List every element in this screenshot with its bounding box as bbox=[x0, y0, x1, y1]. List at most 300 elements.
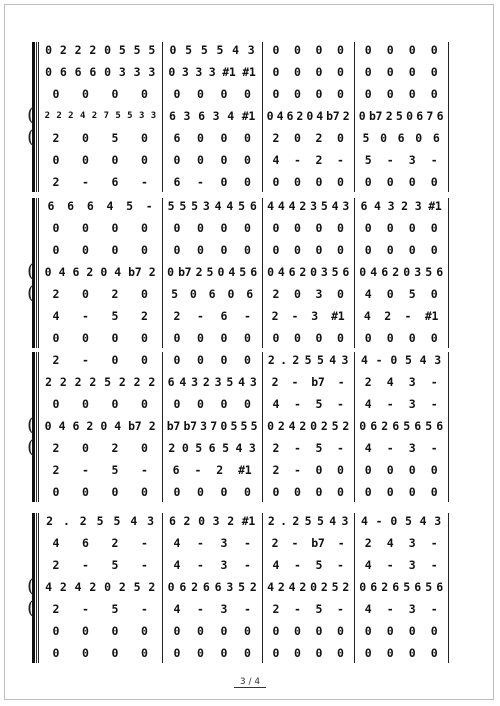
measure bbox=[265, 152, 351, 168]
note: 6 bbox=[286, 109, 294, 123]
note: 3 bbox=[408, 536, 416, 550]
note: 2 bbox=[320, 419, 328, 433]
note: 4 bbox=[329, 353, 336, 367]
note: b7 bbox=[326, 109, 340, 123]
measure bbox=[41, 535, 159, 551]
measure bbox=[41, 242, 159, 258]
note: 0 bbox=[293, 243, 301, 257]
note: 0 bbox=[430, 646, 438, 660]
note: 3 bbox=[247, 43, 255, 57]
note: 0 bbox=[111, 243, 119, 257]
note: 2 bbox=[299, 199, 306, 213]
note: b7 bbox=[311, 375, 325, 389]
measure bbox=[165, 418, 259, 434]
note: 5 bbox=[171, 287, 178, 301]
note: - bbox=[430, 558, 438, 572]
measure bbox=[165, 64, 259, 80]
note: - bbox=[293, 558, 301, 572]
note: 0 bbox=[386, 87, 394, 101]
note: 2 bbox=[272, 441, 280, 455]
barline bbox=[448, 198, 449, 348]
note: 2 bbox=[292, 353, 300, 367]
note: 0 bbox=[173, 353, 181, 367]
note: 6 bbox=[173, 175, 181, 189]
note: 0 bbox=[111, 646, 119, 660]
measure bbox=[41, 396, 159, 412]
note: 0 bbox=[52, 397, 60, 411]
note: - bbox=[336, 441, 344, 455]
staff-row bbox=[38, 130, 448, 146]
note: 0 bbox=[272, 243, 280, 257]
note: 2 bbox=[216, 463, 223, 477]
measure bbox=[165, 286, 259, 302]
measure bbox=[41, 130, 159, 146]
piano-brace: ( bbox=[27, 126, 35, 148]
measure bbox=[265, 198, 351, 214]
note: 2 bbox=[364, 375, 372, 389]
note: 0 bbox=[430, 65, 438, 79]
note: 0 bbox=[315, 221, 323, 235]
note: 0 bbox=[196, 353, 204, 367]
note: 5 bbox=[113, 514, 121, 528]
note: 0 bbox=[272, 331, 280, 345]
measure bbox=[357, 64, 445, 80]
note: 5 bbox=[111, 131, 119, 145]
note: 0 bbox=[243, 646, 251, 660]
measure bbox=[165, 152, 259, 168]
note: 6 bbox=[59, 65, 67, 79]
note: 0 bbox=[408, 65, 416, 79]
note: 6 bbox=[74, 65, 82, 79]
staff-row bbox=[38, 557, 448, 573]
note: 4 bbox=[277, 265, 285, 279]
note: 0 bbox=[198, 514, 205, 528]
note: - bbox=[336, 153, 344, 167]
note: . bbox=[280, 514, 287, 528]
note: 5 bbox=[320, 199, 328, 213]
note: 3 bbox=[408, 397, 416, 411]
note: 0 bbox=[111, 397, 119, 411]
note: 6 bbox=[436, 419, 443, 433]
note: 2 bbox=[79, 514, 87, 528]
note: 3 bbox=[414, 199, 422, 213]
note: 3 bbox=[434, 353, 441, 367]
measure bbox=[165, 645, 259, 661]
note: 5 bbox=[331, 419, 339, 433]
measure bbox=[357, 198, 445, 214]
note: - bbox=[404, 309, 412, 323]
note: - bbox=[291, 309, 299, 323]
note: 2 bbox=[44, 111, 50, 121]
staff-row bbox=[38, 220, 448, 236]
measure bbox=[357, 330, 445, 346]
measure bbox=[265, 396, 351, 412]
note: 0 bbox=[196, 131, 204, 145]
note: 3 bbox=[150, 111, 156, 121]
note: 5 bbox=[304, 353, 312, 367]
note: - bbox=[291, 536, 299, 550]
note: 0 bbox=[100, 265, 107, 279]
note: 0 bbox=[364, 624, 372, 638]
note: 2 bbox=[59, 580, 67, 594]
note: 2 bbox=[249, 580, 257, 594]
note: 0 bbox=[52, 331, 60, 345]
note: 0 bbox=[310, 580, 317, 594]
note: 0 bbox=[293, 287, 301, 301]
note: 4 bbox=[228, 265, 235, 279]
measure bbox=[165, 198, 259, 214]
note: 5 bbox=[148, 43, 155, 57]
measure bbox=[265, 130, 351, 146]
note: 6 bbox=[370, 580, 377, 594]
note: 0 bbox=[336, 646, 344, 660]
note: 5 bbox=[127, 111, 132, 121]
measure bbox=[265, 601, 351, 617]
measure bbox=[41, 513, 159, 529]
note: 6 bbox=[198, 109, 205, 123]
note: - bbox=[81, 558, 89, 572]
note: 0 bbox=[220, 221, 228, 235]
staff-row bbox=[38, 242, 448, 258]
note: 2 bbox=[118, 580, 126, 594]
note: - bbox=[140, 602, 148, 616]
note: 3 bbox=[408, 602, 416, 616]
note: 2 bbox=[173, 309, 181, 323]
note: 0 bbox=[52, 87, 60, 101]
measure bbox=[165, 42, 259, 58]
note: - bbox=[243, 536, 251, 550]
note: 0 bbox=[430, 221, 438, 235]
note: - bbox=[140, 463, 148, 477]
note: 3 bbox=[220, 558, 228, 572]
note: 0 bbox=[415, 131, 422, 145]
note: 0 bbox=[403, 265, 410, 279]
note: 3 bbox=[315, 287, 323, 301]
measure bbox=[165, 242, 259, 258]
note: 2 bbox=[195, 265, 203, 279]
note: 0 bbox=[243, 485, 251, 499]
note: - bbox=[196, 309, 204, 323]
note: - bbox=[194, 463, 202, 477]
note: 4 bbox=[173, 536, 181, 550]
measure bbox=[357, 462, 445, 478]
note: 0 bbox=[45, 65, 52, 79]
note: 0 bbox=[140, 221, 148, 235]
note: 6 bbox=[208, 441, 216, 455]
note: 0 bbox=[140, 353, 148, 367]
note: 5 bbox=[315, 602, 323, 616]
note: 5 bbox=[195, 441, 202, 455]
measure bbox=[165, 535, 259, 551]
note: 0 bbox=[140, 131, 148, 145]
note: 3 bbox=[320, 265, 328, 279]
note: 0 bbox=[243, 624, 251, 638]
note: 6 bbox=[202, 580, 210, 594]
note: 2 bbox=[299, 580, 306, 594]
note: 0 bbox=[310, 265, 317, 279]
note: 0 bbox=[430, 463, 438, 477]
note: 4 bbox=[227, 109, 234, 123]
note: 6 bbox=[167, 375, 175, 389]
measure bbox=[357, 352, 445, 368]
measure bbox=[165, 108, 259, 124]
note: 4 bbox=[45, 580, 52, 594]
barline bbox=[448, 513, 449, 663]
note: 0 bbox=[111, 331, 119, 345]
note: 6 bbox=[81, 536, 89, 550]
note: 6 bbox=[72, 265, 80, 279]
note: 4 bbox=[419, 353, 427, 367]
measure bbox=[357, 601, 445, 617]
note: 0 bbox=[386, 221, 394, 235]
note: 0 bbox=[140, 646, 148, 660]
note: 4 bbox=[361, 353, 368, 367]
note: 5 bbox=[404, 514, 412, 528]
note: 2 bbox=[267, 353, 275, 367]
measure bbox=[165, 601, 259, 617]
note: 0 bbox=[196, 87, 204, 101]
note: 2 bbox=[271, 536, 279, 550]
note: 4 bbox=[316, 109, 323, 123]
note: 5 bbox=[403, 580, 410, 594]
note: 0 bbox=[272, 221, 280, 235]
note: 5 bbox=[403, 419, 410, 433]
measure bbox=[41, 264, 159, 280]
measure bbox=[357, 220, 445, 236]
system-bracket-inner bbox=[36, 513, 37, 663]
note: 0 bbox=[220, 175, 228, 189]
note: 2 bbox=[148, 580, 155, 594]
piano-brace: ( bbox=[27, 597, 35, 619]
note: - bbox=[140, 536, 148, 550]
note: 0 bbox=[181, 441, 189, 455]
note: 0 bbox=[408, 331, 416, 345]
note: 2 bbox=[111, 536, 119, 550]
note: 0 bbox=[336, 243, 344, 257]
note: 4 bbox=[364, 558, 372, 572]
staff-row bbox=[38, 286, 448, 302]
note: 0 bbox=[336, 87, 344, 101]
note: 0 bbox=[293, 65, 301, 79]
note: 0 bbox=[315, 463, 323, 477]
measure bbox=[41, 286, 159, 302]
note: 0 bbox=[293, 646, 301, 660]
note: 4 bbox=[272, 397, 280, 411]
note: 0 bbox=[359, 580, 366, 594]
note: 0 bbox=[168, 65, 176, 79]
note: 0 bbox=[310, 419, 317, 433]
note: 0 bbox=[359, 265, 366, 279]
note: 4 bbox=[370, 265, 377, 279]
note: 6 bbox=[432, 131, 440, 145]
note: 0 bbox=[272, 646, 280, 660]
note: 0 bbox=[408, 646, 416, 660]
note: b7 bbox=[128, 419, 142, 433]
note: 0 bbox=[315, 43, 323, 57]
note: 6 bbox=[436, 109, 444, 123]
note: 4 bbox=[58, 265, 66, 279]
note: 0 bbox=[386, 646, 394, 660]
note: 6 bbox=[370, 419, 377, 433]
note: 0 bbox=[220, 153, 228, 167]
note: 4 bbox=[238, 375, 245, 389]
note: 0 bbox=[81, 87, 89, 101]
measure bbox=[265, 579, 351, 595]
note: 2 bbox=[385, 109, 393, 123]
note: 0 bbox=[173, 153, 181, 167]
note: 5 bbox=[111, 309, 119, 323]
note: 2 bbox=[89, 580, 96, 594]
note: 0 bbox=[111, 87, 119, 101]
note: 6 bbox=[246, 287, 253, 301]
note: 0 bbox=[243, 175, 251, 189]
note: 2 bbox=[148, 375, 155, 389]
note: 4 bbox=[386, 375, 394, 389]
note: 0 bbox=[81, 287, 89, 301]
note: 3 bbox=[200, 419, 207, 433]
note: 0 bbox=[408, 43, 416, 57]
note: 0 bbox=[293, 43, 301, 57]
note: 0 bbox=[140, 624, 148, 638]
measure bbox=[41, 462, 159, 478]
note: 0 bbox=[52, 243, 60, 257]
note: 0 bbox=[111, 353, 119, 367]
measure bbox=[265, 308, 351, 324]
measure bbox=[41, 645, 159, 661]
note: 2 bbox=[74, 375, 82, 389]
note: 2 bbox=[59, 375, 67, 389]
note: 6 bbox=[392, 580, 399, 594]
note: 3 bbox=[249, 375, 257, 389]
measure bbox=[357, 535, 445, 551]
note: 0 bbox=[52, 221, 60, 235]
note: 2 bbox=[296, 109, 304, 123]
measure bbox=[357, 42, 445, 58]
note: 0 bbox=[111, 624, 119, 638]
note: 4 bbox=[361, 514, 368, 528]
note: 0 bbox=[408, 463, 416, 477]
note: 2 bbox=[381, 419, 388, 433]
note: 2 bbox=[272, 131, 280, 145]
note: 4 bbox=[114, 265, 121, 279]
note: 0 bbox=[243, 243, 251, 257]
page-footer bbox=[0, 677, 500, 687]
measure bbox=[357, 513, 445, 529]
note: 2 bbox=[91, 111, 97, 121]
note: 4 bbox=[272, 558, 280, 572]
note: 0 bbox=[196, 624, 204, 638]
note: 0 bbox=[243, 87, 251, 101]
measure bbox=[41, 484, 159, 500]
note: 5 bbox=[331, 265, 339, 279]
note: 5 bbox=[395, 109, 403, 123]
measure bbox=[41, 601, 159, 617]
note: 5 bbox=[315, 441, 323, 455]
note: 5 bbox=[230, 419, 238, 433]
measure bbox=[165, 220, 259, 236]
note: 6 bbox=[86, 199, 94, 213]
measure bbox=[41, 64, 159, 80]
note: 5 bbox=[331, 580, 339, 594]
measure bbox=[265, 330, 351, 346]
measure bbox=[265, 418, 351, 434]
note: 0 bbox=[272, 43, 280, 57]
note: 2 bbox=[381, 580, 388, 594]
note: 0 bbox=[336, 624, 344, 638]
note: 0 bbox=[173, 646, 181, 660]
note: b7 bbox=[166, 419, 180, 433]
note: 5 bbox=[304, 514, 312, 528]
measure bbox=[357, 174, 445, 190]
note: 3 bbox=[408, 441, 416, 455]
note: 3 bbox=[310, 199, 317, 213]
note: 0 bbox=[220, 353, 228, 367]
note: 5 bbox=[185, 43, 192, 57]
piano-brace: ( bbox=[27, 282, 35, 304]
note: 5 bbox=[425, 419, 432, 433]
note: 2 bbox=[267, 514, 275, 528]
note: #1 bbox=[241, 109, 256, 123]
measure bbox=[165, 174, 259, 190]
note: - bbox=[243, 602, 251, 616]
staff-row bbox=[38, 418, 448, 434]
measure bbox=[165, 462, 259, 478]
note: 0 bbox=[140, 287, 148, 301]
note: 0 bbox=[386, 485, 394, 499]
note: - bbox=[293, 602, 301, 616]
measure bbox=[41, 557, 159, 573]
note: 0 bbox=[196, 485, 204, 499]
note: 0 bbox=[44, 419, 52, 433]
note: 0 bbox=[364, 87, 372, 101]
note: 2 bbox=[342, 109, 350, 123]
measure bbox=[265, 557, 351, 573]
measure bbox=[357, 86, 445, 102]
note: 0 bbox=[430, 287, 438, 301]
note: 0 bbox=[140, 243, 148, 257]
note: 5 bbox=[104, 375, 111, 389]
note: 5 bbox=[425, 580, 432, 594]
note: 6 bbox=[360, 199, 368, 213]
note: 6 bbox=[168, 514, 176, 528]
note: 0 bbox=[364, 65, 372, 79]
note: 4 bbox=[106, 199, 114, 213]
note: 2 bbox=[86, 265, 94, 279]
note: 4 bbox=[267, 580, 274, 594]
note: 0 bbox=[336, 463, 344, 477]
note: - bbox=[430, 536, 438, 550]
note: 0 bbox=[430, 175, 438, 189]
note: 0 bbox=[293, 221, 301, 235]
measure bbox=[165, 374, 259, 390]
note: 0 bbox=[408, 175, 416, 189]
note: 0 bbox=[173, 87, 181, 101]
note: 0 bbox=[266, 109, 274, 123]
system-bracket-inner bbox=[36, 352, 37, 502]
note: 5 bbox=[316, 353, 324, 367]
note: #1 bbox=[428, 199, 442, 213]
note: 2 bbox=[52, 287, 60, 301]
measure bbox=[265, 220, 351, 236]
staff-row bbox=[38, 440, 448, 456]
note: 2 bbox=[299, 419, 306, 433]
note: #1 bbox=[331, 309, 345, 323]
staff-row bbox=[38, 264, 448, 280]
measure bbox=[265, 352, 351, 368]
note: - bbox=[81, 602, 89, 616]
note: 0 bbox=[386, 243, 394, 257]
note: - bbox=[196, 602, 204, 616]
